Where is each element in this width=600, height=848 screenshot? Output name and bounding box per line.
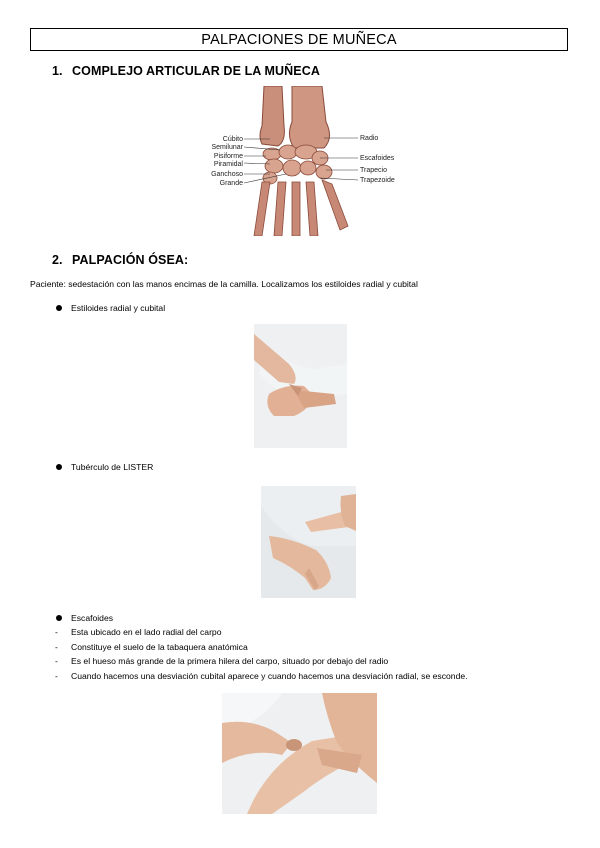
bullet-text: Estiloides radial y cubital (71, 303, 166, 313)
label-cubito: Cúbito (222, 136, 243, 143)
bullet-icon (56, 305, 62, 311)
section2-heading (52, 253, 188, 267)
label-piramidal: Piramidal (213, 161, 243, 168)
label-trapezoide: Trapezoide (360, 177, 395, 184)
label-trapecio: Trapecio (360, 167, 387, 174)
dash-text: Es el hueso más grande de la primera hilera del carpo, situado por debajo del radio (71, 656, 389, 666)
dash-item: - Esta ubicado en el lado radial del carpo (55, 627, 222, 637)
intro-paragraph: Paciente: sedestación con las manos encimas de la camilla. Localizamos los estiloides radial y cubital (30, 279, 418, 289)
bullet-text: Tubérculo de LISTER (71, 462, 154, 472)
section2-title: PALPACIÓN ÓSEA: (72, 253, 189, 267)
label-radio: Radio (360, 135, 379, 142)
section1-heading (52, 64, 320, 78)
label-pisiforme: Pisiforme (213, 153, 243, 160)
section1-title: COMPLEJO ARTICULAR DE LA MUÑECA (72, 64, 321, 78)
dash-text: Constituye el suelo de la tabaquera anatómica (71, 642, 248, 652)
dash-item: - Cuando hacemos una desviación cubital aparece y cuando hacemos una desviación radial, se esconde. (55, 671, 468, 681)
page-title: PALPACIONES DE MUÑECA (30, 28, 568, 51)
dash-text: Esta ubicado en el lado radial del carpo (71, 627, 222, 637)
section2-number: 2. (52, 253, 63, 267)
label-escafoides: Escafoides (360, 155, 395, 162)
bullet-item (56, 613, 113, 623)
photo-estiloides (254, 324, 347, 448)
label-ganchoso: Ganchoso (211, 171, 243, 178)
dash-item: - Es el hueso más grande de la primera hilera del carpo, situado por debajo del radio (55, 656, 389, 666)
dash-item: - Constituye el suelo de la tabaquera anatómica (55, 642, 248, 652)
dash-text: Cuando hacemos una desviación cubital aparece y cuando hacemos una desviación radial, se esconde. (71, 671, 468, 681)
wrist-anatomy-figure (200, 86, 400, 236)
section1-number: 1. (52, 64, 63, 78)
photo-tuberculo-lister (261, 486, 356, 598)
bullet-icon (56, 615, 62, 621)
bullet-item (56, 303, 165, 313)
photo-escafoides (222, 693, 377, 814)
bullet-item (56, 462, 153, 472)
bullet-icon (56, 464, 62, 470)
label-grande: Grande (219, 180, 243, 187)
bullet-text: Escafoides (71, 613, 114, 623)
label-semilunar: Semilunar (211, 144, 243, 151)
